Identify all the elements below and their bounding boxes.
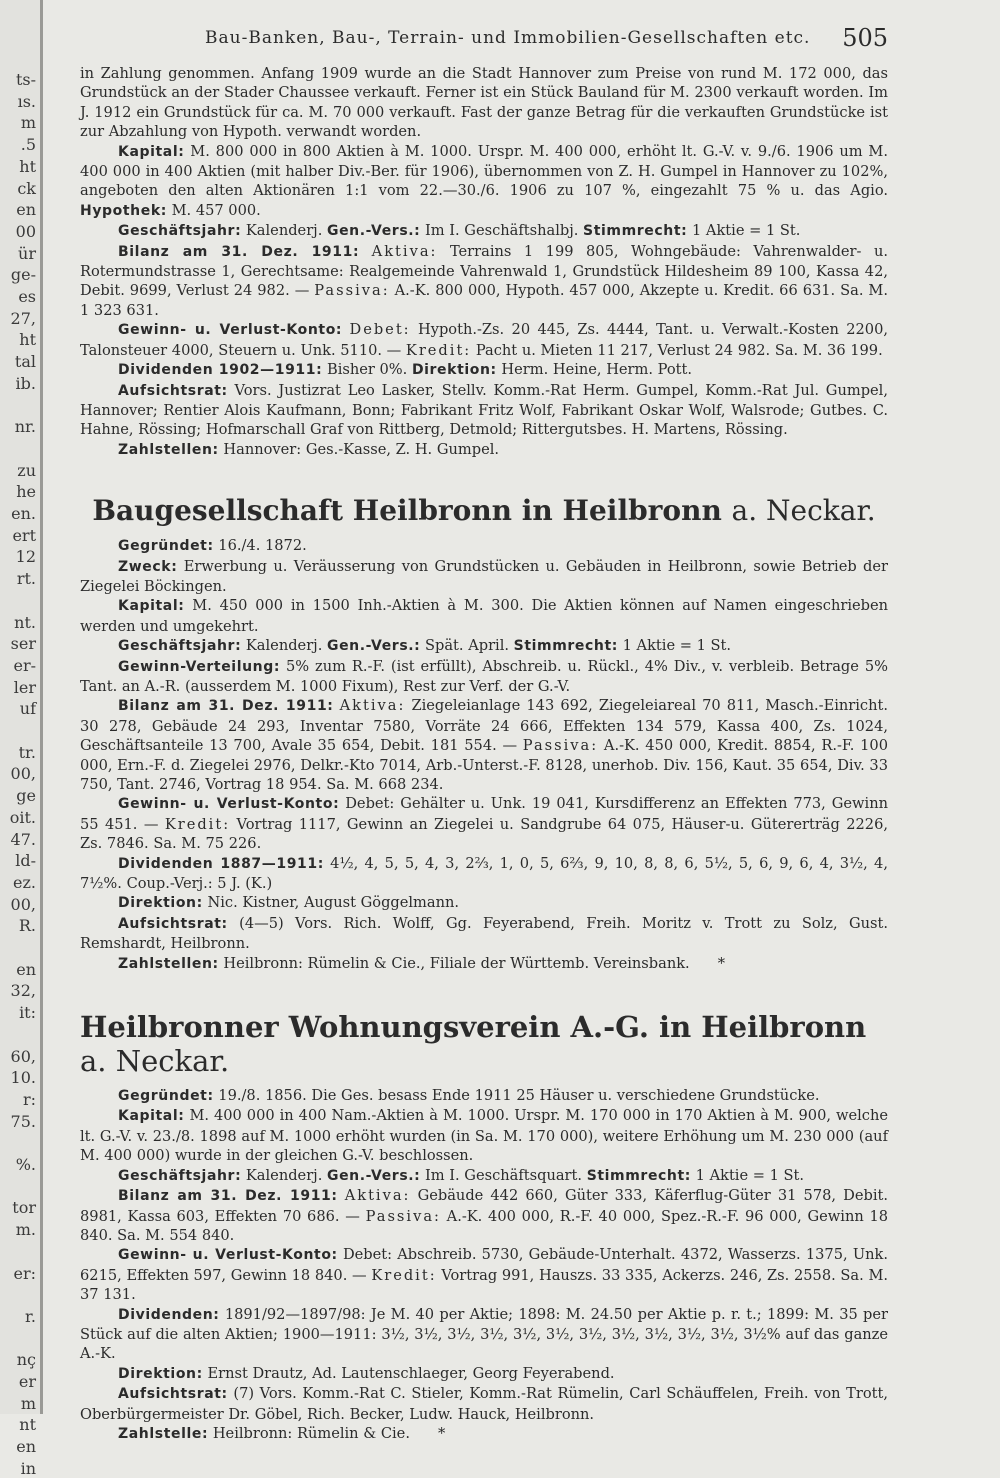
company-heading-tail: a. Neckar. bbox=[80, 1044, 230, 1079]
label-aufsichtsrat: Aufsichtsrat: bbox=[118, 1386, 228, 1403]
capital-text: M. 400 000 in 400 Nam.-Aktien à M. 1000. Urspr. M. 170 000 in 170 Aktien à M. 900, welche lt. G.-V. v. 23./8. 1898 auf M. 1000 erhöht wurden (in Sa. M. 170 000), weitere Erhöhung um M. 230 000 (auf M. 400 000) wurde in der gleichen G.-V. beschlossen. bbox=[80, 1107, 888, 1165]
margin-fragment: 60, bbox=[10, 1046, 36, 1066]
aktiva-text: Ziegeleianlage 143 692, Ziegeleiareal 70 811, Masch.-Einricht. 30 278, Gebäude 24 293, Inventar 7580, Vorräte 24 666, Effekten 134 579, Kassa 400, Zs. 1024, Geschäftsanteile 13 700, Avale 35 654, Debit. 181 554. — bbox=[80, 697, 889, 755]
label-debet: Debet: bbox=[345, 795, 395, 813]
entry-end-mark: * bbox=[717, 954, 725, 972]
zahlstellen-text: Heilbronn: Rümelin & Cie., Filiale der Württemb. Vereinsbank. bbox=[223, 954, 690, 972]
margin-fragment: es bbox=[18, 287, 36, 306]
label-stimmrecht: Stimmrecht: bbox=[513, 638, 618, 655]
aktiva-text: Gebäude 442 660, Güter 333, Käferflug-Güter 31 578, Debit. 8981, Kassa 603, Effekten 70 686. — bbox=[80, 1187, 888, 1225]
margin-fragment: nt bbox=[19, 1415, 36, 1435]
aufsichtsrat-text: (7) Vors. Komm.-Rat C. Stieler, Komm.-Rat Rümelin, Carl Schäuffelen, Freih. von Trott, Oberbürgermeister Dr. Göbel, Rich. Becker, Ludw. Hauck, Heilbronn. bbox=[80, 1385, 889, 1423]
margin-fragment: 27, bbox=[10, 308, 36, 328]
label-gen-vers: Gen.-Vers.: bbox=[326, 223, 421, 240]
label-debet: Debet: bbox=[342, 1246, 393, 1264]
geschaeftsjahr-text: Kalenderj. bbox=[245, 222, 323, 240]
margin-fragment: tor bbox=[12, 1198, 36, 1218]
entry-meta bbox=[80, 636, 888, 656]
label-kredit: Kredit: bbox=[371, 1266, 437, 1284]
zweck-text: Erwerbung u. Veräusserung von Grundstücken u. Gebäuden in Heilbronn, sowie Betrieb der Ziegelei Böckingen. bbox=[80, 557, 889, 595]
hypothek-text: M. 457 000. bbox=[171, 201, 261, 219]
margin-fragment: oit. bbox=[9, 807, 36, 827]
passiva-text: A.-K. 800 000, Hypoth. 457 000, Akzepte u. Kredit. 66 631. Sa. M. 1 323 631. bbox=[80, 282, 889, 319]
label-passiva: Passiva: bbox=[365, 1207, 441, 1225]
entry-text: in Zahlung genommen. Anfang 1909 wurde an die Stadt Hannover zum Preise von rund M. 172 000, das Grundstück an der Stader Chaussee verkauft. Ferner ist ein Stück Bauland für M. 2300 verkauft worden. Im J. 1912 ein Grundstück für ca. M. 70 000 verkauft. Fast der ganze Betrag für die verkauften Grundstücke ist zur Abzahlung von Hypoth. verwandt worden. bbox=[80, 65, 888, 141]
entry-bilanz bbox=[80, 242, 888, 321]
label-stimmrecht: Stimmrecht: bbox=[583, 223, 688, 240]
margin-fragment: nç bbox=[16, 1350, 36, 1370]
entry-aufsichtsrat bbox=[80, 381, 888, 440]
entry-gegruendet bbox=[80, 1086, 888, 1106]
entry-zahlstellen bbox=[80, 440, 888, 460]
gen-vers-text: Im I. Geschäftshalbj. bbox=[425, 222, 579, 240]
margin-fragment: uf bbox=[19, 699, 36, 719]
dividenden-text: Bisher 0%. bbox=[326, 361, 408, 379]
company-heading bbox=[80, 494, 888, 528]
entry-dividenden bbox=[80, 854, 888, 894]
label-passiva: Passiva: bbox=[522, 737, 599, 755]
debet-text: Abschreib. 5730, Gebäude-Unterhalt. 4372, Wasserzs. 1375, Unk. 6215, Effekten 597, Gewinn 18 840. — bbox=[80, 1246, 888, 1284]
aufsichtsrat-text: Vors. Justizrat Leo Lasker, Stellv. Komm.-Rat Herm. Gumpel, Komm.-Rat Jul. Gumpel, Hannover; Rentier Alois Kaufmann, Bonn; Fabrikant Fritz Wolf, Fabrikant Oskar Wolf, Walsrode; Gutbes. C. Hahne, Rössing; Hofmarschall Graf von Rittberg, Detmold; Rittergutsbes. H. Martens, Rössing. bbox=[80, 381, 888, 439]
label-guv: Gewinn- u. Verlust-Konto: bbox=[118, 1247, 338, 1264]
direktion-text: Herm. Heine, Herm. Pott. bbox=[501, 361, 693, 379]
margin-fragment: er: bbox=[13, 1263, 36, 1283]
kredit-text: Pacht u. Mieten 11 217, Verlust 24 982. Sa. M. 36 199. bbox=[475, 341, 883, 359]
margin-fragment: 75. bbox=[10, 1111, 36, 1131]
label-dividenden: Dividenden: bbox=[118, 1306, 220, 1323]
margin-fragment: ıs. bbox=[17, 91, 36, 111]
gegruendet-text: 16./4. 1872. bbox=[218, 537, 307, 555]
label-geschaeftsjahr: Geschäftsjahr: bbox=[118, 223, 242, 240]
entry-zweck bbox=[80, 557, 888, 597]
entry-zahlstelle bbox=[80, 1424, 888, 1444]
margin-fragment: in bbox=[20, 1458, 36, 1478]
dividenden-text: 4½, 4, 5, 5, 4, 3, 2⅔, 1, 0, 5, 6⅔, 9, 10, 8, 8, 6, 5½, 5, 6, 9, 6, 4, 3½, 4, 7½%. Coup.-Verj.: 5 J. (K.) bbox=[80, 854, 888, 893]
margin-fragment: ht bbox=[19, 330, 36, 350]
page-fold-shadow bbox=[40, 0, 43, 1414]
geschaeftsjahr-text: Kalenderj. bbox=[245, 1166, 323, 1184]
margin-fragment: r: bbox=[22, 1089, 36, 1109]
entry-meta bbox=[80, 1166, 888, 1186]
margin-fragment: en bbox=[16, 959, 36, 979]
entry-end-mark: * bbox=[437, 1424, 446, 1442]
margin-fragment: ge- bbox=[10, 265, 36, 285]
entry-bilanz bbox=[80, 1186, 888, 1245]
company-entry bbox=[80, 1086, 888, 1444]
running-header bbox=[80, 22, 888, 64]
margin-fragment: 00 bbox=[15, 221, 36, 241]
direktion-text: Ernst Drautz, Ad. Lautenschlaeger, Georg Feyerabend. bbox=[207, 1364, 615, 1382]
entry-capital bbox=[80, 1106, 888, 1165]
debet-text: Gehälter u. Unk. 19 041, Kursdifferenz an Effekten 773, Gewinn 55 451. — bbox=[80, 795, 889, 833]
margin-fragment: en bbox=[16, 1437, 36, 1457]
entry-dividenden bbox=[80, 1305, 888, 1364]
margin-fragment: ler bbox=[13, 677, 36, 697]
stimmrecht-text: 1 Aktie = 1 St. bbox=[691, 222, 801, 240]
aufsichtsrat-text: (4—5) Vors. Rich. Wolff, Gg. Feyerabend, Freih. Moritz v. Trott zu Solz, Gust. Remshardt, Heilbronn. bbox=[80, 914, 888, 953]
entry-capital bbox=[80, 596, 888, 636]
margin-fragment: m. bbox=[15, 1220, 36, 1240]
company-heading bbox=[80, 1010, 888, 1078]
label-aufsichtsrat: Aufsichtsrat: bbox=[118, 382, 228, 399]
company-heading-tail: a. Neckar. bbox=[731, 494, 876, 528]
passiva-text: A.-K. 450 000, Kredit. 8854, R.-F. 100 000, Ern.-F. d. Ziegelei 2976, Delkr.-Kto 7014, Arb.-Unterst.-F. 8128, unerhob. Div. 156, Kaut. 35 654, Div. 33 750, Tant. 2746, Vortrag 18 954. Sa. M. 668 234. bbox=[80, 737, 888, 793]
label-zweck: Zweck: bbox=[118, 558, 178, 575]
label-dividenden: Dividenden 1902—1911: bbox=[118, 362, 323, 379]
dividenden-text: 1891/92—1897/98: Je M. 40 per Aktie; 1898: M. 24.50 per Aktie p. r. t.; 1899: M. 35 per Stück auf die alten Aktien; 1900—1911: 3½, 3½, 3½, 3½, 3½, 3½, 3½, 3½, 3½, 3½, 3½, 3½% auf das ganze A.-K. bbox=[80, 1305, 889, 1363]
margin-fragment: ib. bbox=[15, 373, 36, 393]
zahlstelle-text: Heilbronn: Rümelin & Cie. bbox=[212, 1424, 410, 1442]
direktion-text: Nic. Kistner, August Göggelmann. bbox=[207, 894, 460, 912]
margin-fragment: tr. bbox=[18, 742, 36, 762]
label-aufsichtsrat: Aufsichtsrat: bbox=[118, 915, 228, 932]
kredit-text: Vortrag 1117, Gewinn an Ziegelei u. Sandgrube 64 075, Häuser-u. Gütererträg 2226, Zs. 7846. Sa. M. 75 226. bbox=[80, 815, 889, 853]
label-passiva: Passiva: bbox=[314, 282, 390, 300]
entry-capital bbox=[80, 142, 888, 222]
margin-fragment: 12 bbox=[15, 547, 36, 567]
entry-bilanz bbox=[80, 696, 888, 794]
label-debet: Debet: bbox=[349, 321, 411, 339]
margin-fragment: %. bbox=[15, 1155, 36, 1174]
company-entry bbox=[80, 536, 888, 974]
adjacent-page-margin bbox=[0, 0, 40, 1478]
aktiva-text: Terrains 1 199 805, Wohngebäude: Vahrenwalder- u. Rotermundstrasse 1, Gerechtsame: Realgemeinde Vahrenwald 1, Grundstück Hildesheim 89 100, Kassa 42, Debit. 9699, Verlust 24 982. — bbox=[80, 242, 889, 300]
label-aktiva: Aktiva: bbox=[344, 1187, 411, 1205]
margin-fragment: R. bbox=[18, 916, 36, 936]
entry-aufsichtsrat bbox=[80, 914, 888, 954]
margin-fragment: 00, bbox=[10, 764, 36, 784]
label-aktiva: Aktiva: bbox=[339, 697, 406, 715]
margin-fragment: rt. bbox=[16, 569, 36, 589]
label-kredit: Kredit: bbox=[164, 815, 231, 833]
margin-fragment: ser bbox=[10, 634, 36, 654]
label-aktiva: Aktiva: bbox=[371, 242, 438, 260]
label-bilanz: Bilanz am 31. Dez. 1911: bbox=[118, 243, 360, 260]
entry-zahlstellen bbox=[80, 954, 888, 974]
margin-fragment: m bbox=[20, 113, 36, 133]
company-heading-main: Baugesellschaft Heilbronn in Heilbronn bbox=[92, 494, 722, 528]
running-head-title: Bau-Banken, Bau-, Terrain- und Immobilien-Gesellschaften etc. bbox=[205, 28, 811, 48]
margin-fragment: nr. bbox=[14, 417, 36, 437]
stimmrecht-text: 1 Aktie = 1 St. bbox=[622, 637, 732, 655]
margin-fragment: ht bbox=[19, 156, 36, 176]
label-geschaeftsjahr: Geschäftsjahr: bbox=[118, 638, 242, 655]
label-gewinn-verteilung: Gewinn-Verteilung: bbox=[118, 658, 281, 675]
margin-fragment: 00, bbox=[10, 894, 36, 914]
entry-continuation bbox=[80, 64, 888, 460]
gen-vers-text: Im I. Geschäftsquart. bbox=[425, 1166, 583, 1184]
entry-aufsichtsrat bbox=[80, 1384, 888, 1424]
book-page bbox=[80, 22, 888, 1444]
margin-fragment: ld- bbox=[15, 851, 36, 871]
margin-fragment: ck bbox=[17, 178, 36, 198]
entry-guv bbox=[80, 794, 888, 853]
capital-text: M. 450 000 in 1500 Inh.-Aktien à M. 300. Die Aktien können auf Namen eingeschrieben werden und umgekehrt. bbox=[80, 597, 889, 635]
gewinn-verteilung-text: 5% zum R.-F. (ist erfüllt), Abschreib. u. Rückl., 4% Div., v. verbleib. Betrage 5% Tant. an A.-R. (ausserdem M. 1000 Fixum), Rest zur Verf. der G.-V. bbox=[80, 657, 888, 695]
margin-fragment: ts- bbox=[15, 70, 36, 89]
label-kapital: Kapital: bbox=[118, 598, 185, 615]
margin-fragment: er- bbox=[13, 655, 36, 675]
stimmrecht-text: 1 Aktie = 1 St. bbox=[695, 1166, 805, 1184]
entry-gewinn-verteilung bbox=[80, 657, 888, 697]
kredit-text: Vortrag 991, Hauszs. 33 335, Ackerzs. 246, Zs. 2558. Sa. M. 37 131. bbox=[80, 1266, 889, 1304]
label-zahlstelle: Zahlstelle: bbox=[118, 1425, 209, 1442]
margin-fragment: tal bbox=[14, 352, 36, 372]
label-dividenden: Dividenden 1887—1911: bbox=[118, 855, 324, 872]
label-zahlstellen: Zahlstellen: bbox=[118, 955, 219, 972]
margin-fragment: it: bbox=[19, 1003, 36, 1023]
margin-fragment: ez. bbox=[13, 872, 36, 892]
label-direktion: Direktion: bbox=[118, 895, 203, 912]
entry-meta bbox=[80, 221, 888, 241]
entry-dividenden bbox=[80, 360, 888, 380]
margin-fragment: zu bbox=[17, 460, 36, 480]
entry-direktion bbox=[80, 1364, 888, 1384]
margin-fragment: m bbox=[20, 1393, 36, 1413]
label-kapital: Kapital: bbox=[118, 143, 185, 160]
margin-fragment: .5 bbox=[20, 135, 36, 155]
label-hypothek: Hypothek: bbox=[80, 202, 167, 219]
label-direktion: Direktion: bbox=[411, 362, 497, 379]
label-bilanz: Bilanz am 31. Dez. 1911: bbox=[118, 1188, 338, 1205]
label-gegruendet: Gegründet: bbox=[118, 1088, 214, 1105]
label-zahlstellen: Zahlstellen: bbox=[118, 441, 219, 458]
debet-text: Hypoth.-Zs. 20 445, Zs. 4444, Tant. u. Verwalt.-Kosten 2200, Talonsteuer 4000, Steuern u. Unk. 5110. — bbox=[80, 321, 889, 359]
margin-fragment: en. bbox=[11, 504, 36, 523]
label-gen-vers: Gen.-Vers.: bbox=[326, 1167, 421, 1184]
margin-fragment: ür bbox=[18, 243, 36, 263]
margin-fragment: er bbox=[18, 1372, 36, 1391]
margin-fragment: nt. bbox=[14, 612, 36, 632]
margin-fragment: ert bbox=[12, 525, 36, 545]
label-geschaeftsjahr: Geschäftsjahr: bbox=[118, 1167, 242, 1184]
label-guv: Gewinn- u. Verlust-Konto: bbox=[118, 796, 340, 813]
label-bilanz: Bilanz am 31. Dez. 1911: bbox=[118, 698, 334, 715]
page-number: 505 bbox=[842, 24, 888, 52]
margin-fragment: ge bbox=[16, 786, 36, 806]
geschaeftsjahr-text: Kalenderj. bbox=[245, 637, 323, 655]
margin-fragment: en bbox=[16, 200, 36, 220]
passiva-text: A.-K. 400 000, R.-F. 40 000, Spez.-R.-F. 96 000, Gewinn 18 840. Sa. M. 554 840. bbox=[80, 1207, 889, 1244]
margin-fragment: 32, bbox=[10, 981, 36, 1001]
entry-direktion bbox=[80, 893, 888, 913]
entry-gegruendet bbox=[80, 536, 888, 556]
entry-guv bbox=[80, 1245, 888, 1304]
margin-fragment: 47. bbox=[10, 829, 36, 849]
margin-fragment: he bbox=[16, 482, 36, 502]
company-heading-main: Heilbronner Wohnungsverein A.-G. in Heilbronn bbox=[80, 1010, 867, 1045]
label-gen-vers: Gen.-Vers.: bbox=[326, 638, 421, 655]
margin-fragment: 10. bbox=[10, 1068, 36, 1088]
label-kredit: Kredit: bbox=[405, 341, 472, 359]
label-gegruendet: Gegründet: bbox=[118, 538, 214, 555]
label-kapital: Kapital: bbox=[118, 1108, 185, 1125]
capital-text: M. 800 000 in 800 Aktien à M. 1000. Urspr. M. 400 000, erhöht lt. G.-V. v. 9./6. 1906 um M. 400 000 in 400 Aktien (mit halber Div.-Ber. für 1906), übernommen von Z. H. Gumpel in Hannover zu 102%, angeboten den alten Aktionären 1:1 vom 22.—30./6. 1906 zu 107 %, eingezahlt 75 % u. das Agio. bbox=[80, 142, 889, 200]
entry-guv bbox=[80, 320, 888, 360]
zahlstellen-text: Hannover: Ges.-Kasse, Z. H. Gumpel. bbox=[223, 440, 500, 458]
margin-fragment: r. bbox=[25, 1306, 36, 1326]
gen-vers-text: Spät. April. bbox=[425, 637, 510, 655]
label-stimmrecht: Stimmrecht: bbox=[586, 1167, 691, 1184]
label-direktion: Direktion: bbox=[118, 1365, 203, 1382]
gegruendet-text: 19./8. 1856. Die Ges. besass Ende 1911 25 Häuser u. verschiedene Grundstücke. bbox=[218, 1087, 820, 1105]
label-guv: Gewinn- u. Verlust-Konto: bbox=[118, 322, 343, 339]
